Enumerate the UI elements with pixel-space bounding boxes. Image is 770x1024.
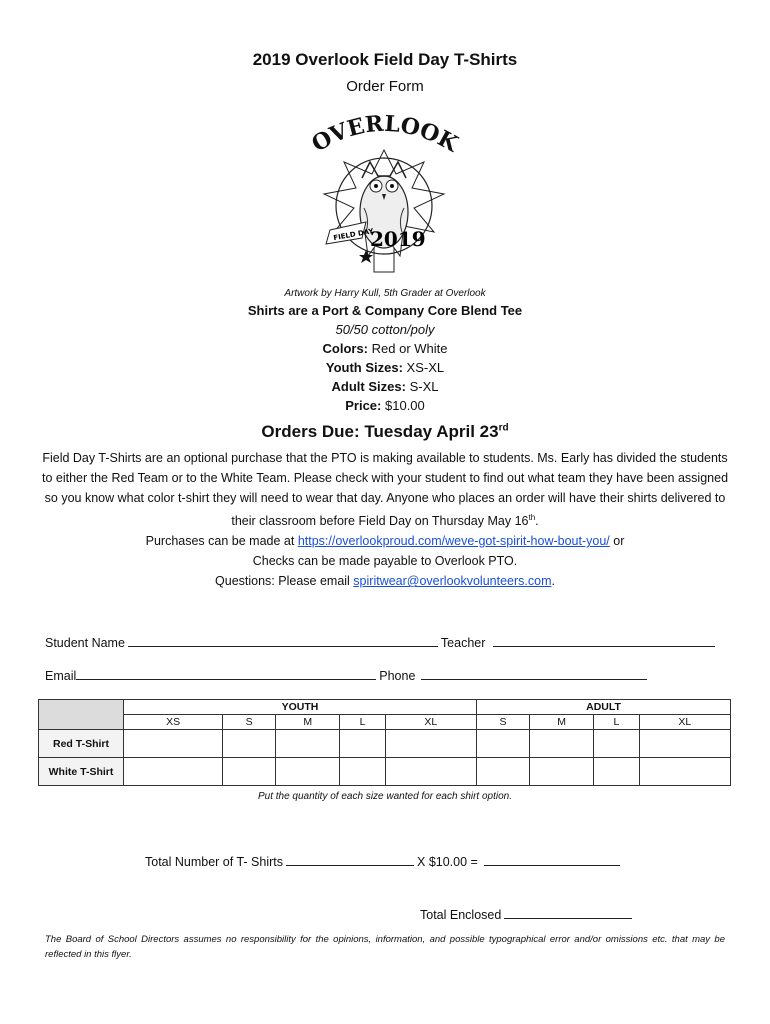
quantity-cell[interactable]	[124, 758, 223, 786]
size-header: L	[340, 715, 385, 730]
total-enclosed-row: Total Enclosed	[420, 906, 635, 922]
quantity-cell[interactable]	[639, 730, 730, 758]
size-header: XS	[124, 715, 223, 730]
quantity-cell[interactable]	[385, 758, 476, 786]
page-subtitle: Order Form	[346, 78, 424, 95]
quantity-cell[interactable]	[594, 730, 639, 758]
adult-header: ADULT	[477, 700, 731, 715]
table-row	[39, 758, 731, 786]
youth-sizes: Youth Sizes: XS-XL	[325, 360, 445, 375]
student-teacher-row: Student Name Teacher	[45, 634, 718, 650]
table-row	[39, 730, 731, 758]
logo-top-text: OVERLOOK	[307, 112, 463, 158]
instructions-paragraph: Field Day T-Shirts are an optional purchase that the PTO is making available to students. Ms. Early has divided the students to either the Red Team or to the White Team. Please check with your student to find out what team they have been assigned so you know what color t-shirt they will need to wear that day. Anyone who places an order will have their shirts delivered to their classroom before Field Day on Thursday May 16th. Purchases can be made at https://overlookproud.com/weve-got-spirit-how-bout-you/ or Checks can be made payable to Overlook PTO. Questions: Please email spiritwear@overlookvolunteers.com.	[41, 451, 729, 589]
size-header: XL	[385, 715, 476, 730]
quantity-cell[interactable]	[477, 758, 530, 786]
quantity-cell[interactable]	[340, 758, 385, 786]
quantity-cell[interactable]	[223, 730, 276, 758]
total-amount-field[interactable]	[484, 853, 620, 866]
email-phone-row: Email Phone	[45, 667, 650, 683]
artwork-credit: Artwork by Harry Kull, 5th Grader at Overlook	[284, 288, 486, 299]
quantity-cell[interactable]	[276, 758, 340, 786]
logo-year-text: 2019	[370, 227, 426, 251]
total-number-field[interactable]	[286, 853, 414, 866]
size-header: XL	[639, 715, 730, 730]
email-link[interactable]: spiritwear@overlookvolunteers.com	[353, 574, 552, 589]
shirt-description: Shirts are a Port & Company Core Blend Tee	[247, 303, 523, 318]
orders-due-heading: Orders Due: Tuesday April 23rd	[261, 422, 509, 441]
quantity-cell[interactable]	[340, 730, 385, 758]
quantity-cell[interactable]	[223, 758, 276, 786]
overlook-owl-logo	[300, 112, 468, 282]
size-header: M	[276, 715, 340, 730]
size-header: L	[594, 715, 639, 730]
quantity-cell[interactable]	[529, 730, 593, 758]
size-header: S	[477, 715, 530, 730]
quantity-cell[interactable]	[639, 758, 730, 786]
shirt-colors: Colors: Red or White	[322, 341, 448, 356]
table-corner	[39, 700, 124, 730]
quantity-cell[interactable]	[385, 730, 476, 758]
teacher-field[interactable]	[493, 634, 715, 647]
quantity-cell[interactable]	[529, 758, 593, 786]
order-table	[38, 699, 731, 786]
email-field[interactable]	[76, 667, 376, 680]
disclaimer: The Board of School Directors assumes no responsibility for the opinions, information, and possible typographical error and/or omissions etc. that may be reflected in this flyer.	[45, 934, 725, 960]
youth-header: YOUTH	[124, 700, 477, 715]
quantity-cell[interactable]	[477, 730, 530, 758]
row-label-red: Red T-Shirt	[39, 730, 124, 758]
row-label-white: White T-Shirt	[39, 758, 124, 786]
shirt-fabric: 50/50 cotton/poly	[335, 322, 435, 337]
purchase-link[interactable]: https://overlookproud.com/weve-got-spirit-how-bout-you/	[297, 534, 610, 549]
page-title: 2019 Overlook Field Day T-Shirts	[252, 50, 518, 69]
size-header: M	[529, 715, 593, 730]
logo-banner-text: FIELD DAY	[332, 227, 375, 243]
price: Price: $10.00	[345, 398, 425, 413]
quantity-cell[interactable]	[276, 730, 340, 758]
phone-field[interactable]	[421, 667, 647, 680]
quantity-cell[interactable]	[124, 730, 223, 758]
quantity-cell[interactable]	[594, 758, 639, 786]
size-header: S	[223, 715, 276, 730]
svg-text:OVERLOOK	[307, 112, 463, 158]
total-enclosed-field[interactable]	[504, 906, 632, 919]
total-number-row: Total Number of T- Shirts X $10.00 =	[145, 853, 623, 869]
student-name-field[interactable]	[128, 634, 438, 647]
table-note: Put the quantity of each size wanted for each shirt option.	[257, 791, 513, 802]
adult-sizes: Adult Sizes: S-XL	[331, 379, 439, 394]
